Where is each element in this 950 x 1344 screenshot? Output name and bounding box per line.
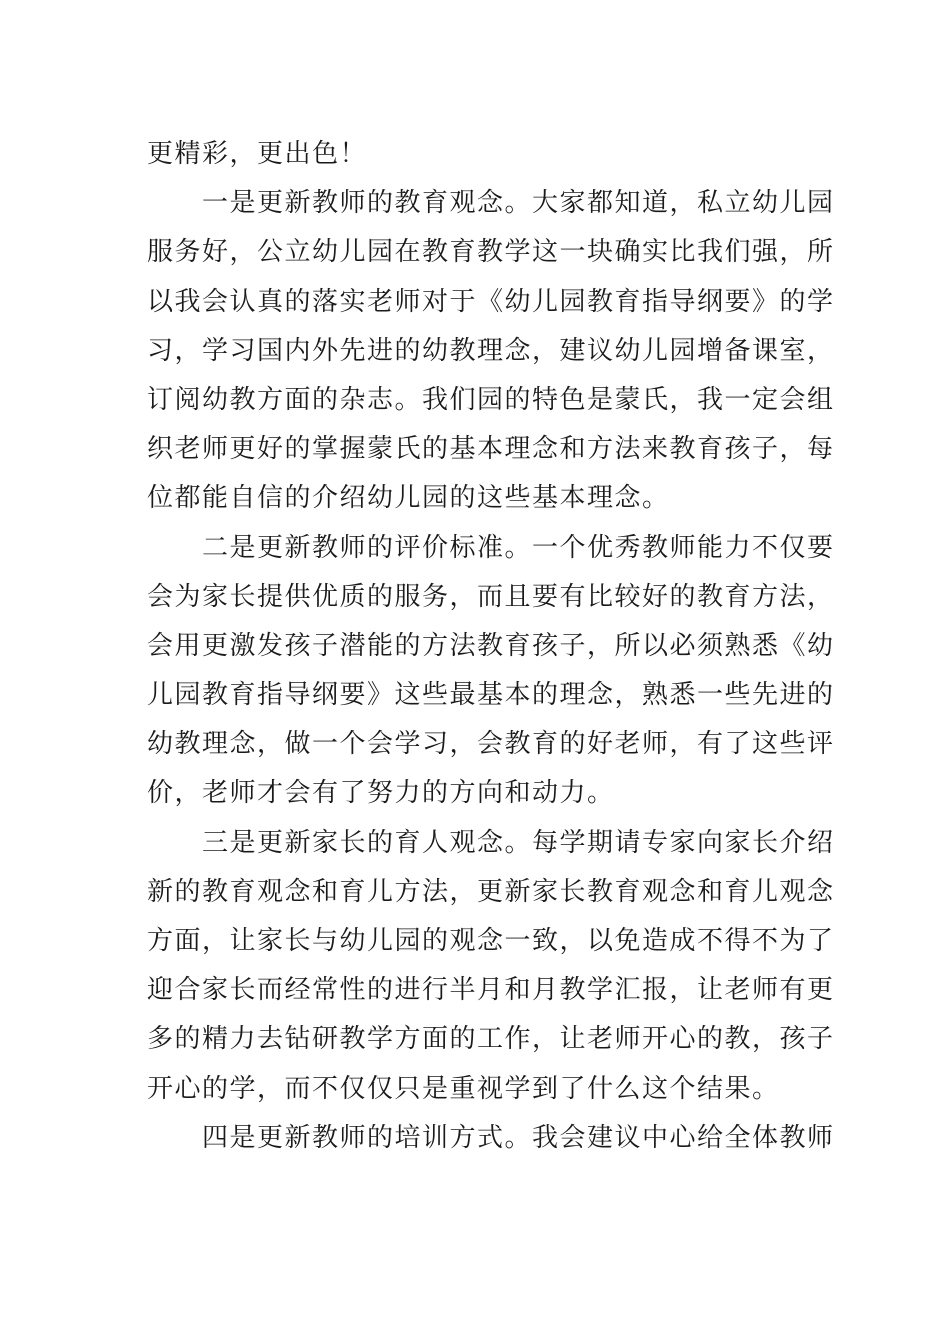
- paragraph-1-first-line: 一是更新教师的教育观念。大家都知道，私立幼儿园: [202, 188, 835, 219]
- text-line: 以我会认真的落实老师对于《幼儿园教育指导纲要》的学: [147, 286, 835, 317]
- text-line: 幼教理念，做一个会学习，会教育的好老师，有了这些评: [147, 729, 835, 760]
- text-line: 会为家长提供优质的服务，而且要有比较好的教育方法，: [147, 581, 835, 612]
- text-line: 价，老师才会有了努力的方向和动力。: [147, 778, 615, 809]
- text-line: 会用更激发孩子潜能的方法教育孩子，所以必须熟悉《幼: [147, 630, 835, 661]
- text-line: 织老师更好的掌握蒙氏的基本理念和方法来教育孩子，每: [147, 434, 835, 465]
- text-line: 更精彩，更出色！: [147, 139, 368, 169]
- paragraph-4-first-line: 四是更新教师的培训方式。我会建议中心给全体教师: [202, 1122, 835, 1153]
- text-line: 儿园教育指导纲要》这些最基本的理念，熟悉一些先进的: [147, 680, 835, 711]
- text-line: 习，学习国内外先进的幼教理念，建议幼儿园增备课室，: [147, 335, 835, 366]
- text-line: 迎合家长而经常性的进行半月和月教学汇报，让老师有更: [147, 975, 835, 1006]
- text-line: 服务好，公立幼儿园在教育教学这一块确实比我们强，所: [147, 237, 835, 268]
- text-line: 新的教育观念和育儿方法，更新家长教育观念和育儿观念: [147, 876, 835, 907]
- body-text: [147, 130, 835, 1163]
- paragraph-2-first-line: 二是更新教师的评价标准。一个优秀教师能力不仅要: [202, 532, 835, 563]
- text-line: 开心的学，而不仅仅只是重视学到了什么这个结果。: [147, 1073, 780, 1104]
- text-line: 方面，让家长与幼儿园的观念一致，以免造成不得不为了: [147, 926, 835, 956]
- text-line: 位都能自信的介绍幼儿园的这些基本理念。: [147, 483, 670, 514]
- text-line: 订阅幼教方面的杂志。我们园的特色是蒙氏，我一定会组: [147, 384, 835, 415]
- paragraph-3-first-line: 三是更新家长的育人观念。每学期请专家向家长介绍: [202, 827, 835, 858]
- text-line: 多的精力去钻研教学方面的工作，让老师开心的教，孩子: [147, 1024, 835, 1055]
